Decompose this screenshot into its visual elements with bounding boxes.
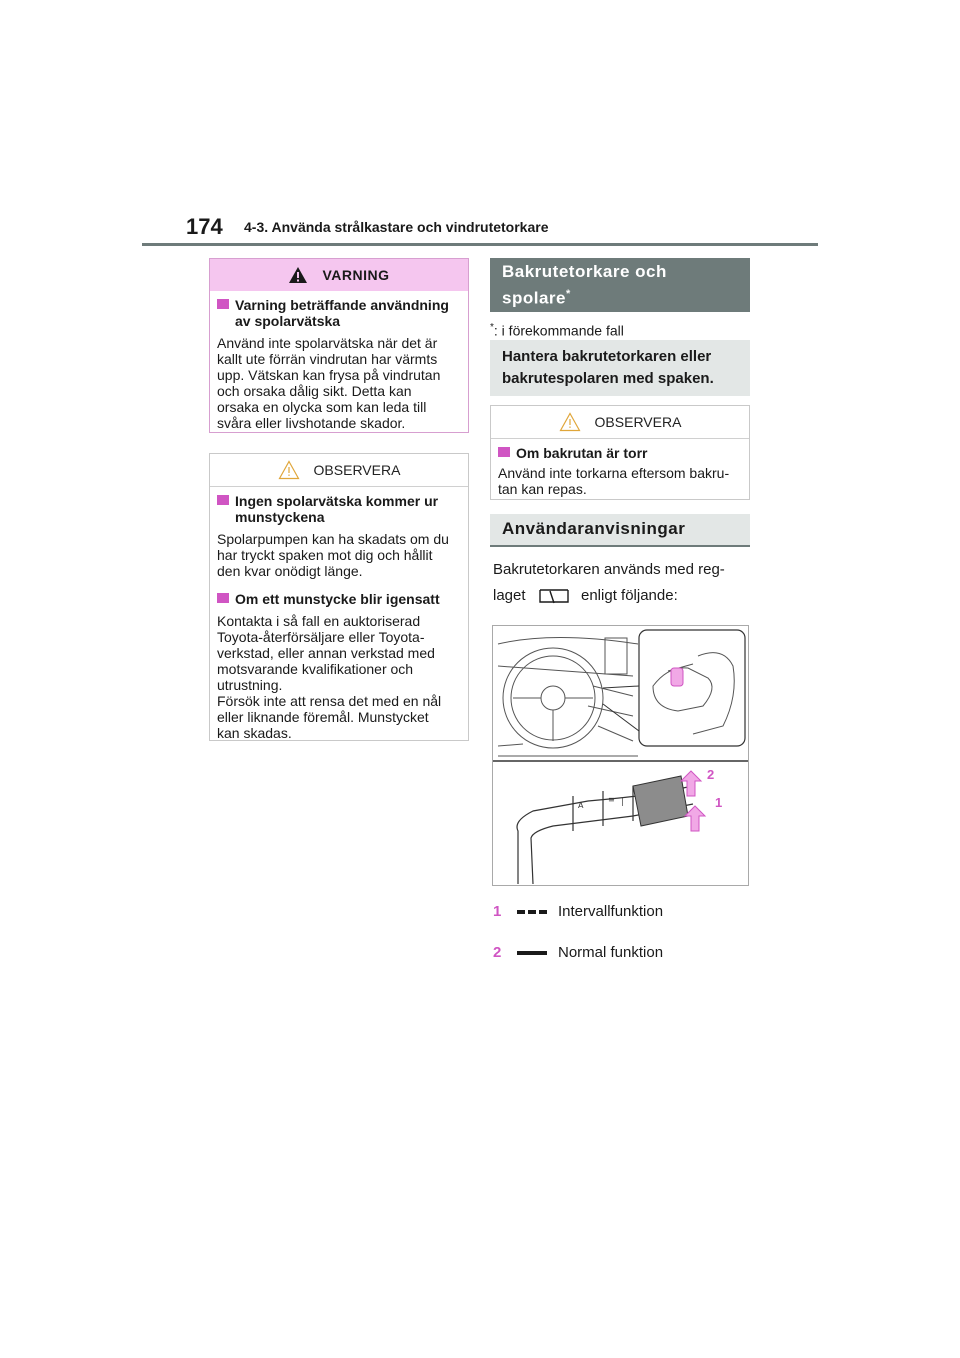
svg-text:≡: ≡ xyxy=(608,795,615,804)
usage-text: laget xyxy=(493,587,526,604)
bullet-square-icon xyxy=(217,299,229,309)
continuous-bar-icon xyxy=(517,951,550,955)
warning-label: VARNING xyxy=(322,267,390,283)
section-heading: Bakrutetorkare och spolare* xyxy=(490,258,750,312)
list-item: 1 Intervallfunktion xyxy=(493,903,664,920)
caution-triangle-icon xyxy=(559,412,581,432)
interval-dashes-icon xyxy=(517,910,550,914)
warning-triangle-icon xyxy=(288,266,308,284)
notice-item-title: Om ett munstycke blir igensatt xyxy=(217,591,460,607)
bullet-square-icon xyxy=(217,593,229,603)
notice-item-title: Ingen spolarvätska kommer ur munstyckena xyxy=(217,493,460,525)
list-item: 2 Normal funktion xyxy=(493,944,664,961)
page-number: 174 xyxy=(186,214,223,239)
usage-heading: Användaranvisningar xyxy=(490,514,750,547)
notice-label: OBSERVERA xyxy=(313,462,401,478)
dashboard-lever-drawing xyxy=(493,626,748,885)
warning-box xyxy=(209,258,469,433)
notice-box-1 xyxy=(209,453,469,741)
notice-box-header xyxy=(491,406,749,439)
caution-triangle-icon xyxy=(278,460,300,480)
notice-label: OBSERVERA xyxy=(594,414,682,430)
instruction-heading: Hantera bakrutetorkaren eller bakrutespolaren med spaken. xyxy=(490,340,750,396)
wiper-lever-illustration xyxy=(492,625,749,886)
bullet-square-icon xyxy=(217,495,229,505)
notice-item-text: Spolarpumpen kan ha skadats om du har tryckt spaken mot dig och hållit den kvar onödigt länge. xyxy=(217,531,449,579)
notice-item-text: Använd inte torkarna eftersom bakru- tan kan repas. xyxy=(498,465,730,497)
svg-text:|: | xyxy=(621,797,624,806)
notice-item-title: Om bakrutan är torr xyxy=(498,445,741,461)
svg-text:A: A xyxy=(578,801,584,810)
warning-item-text: Använd inte spolarvätska när det är kallt ute förrän vindrutan har värmts upp. Vätskan kan frysa på vindrutan och orsaka dålig sikt. Detta kan orsaka en olycka som kan leda till svåra eller livshotande skador. xyxy=(217,335,441,431)
notice-item-text: Kontakta i så fall en auktoriserad Toyota-återförsäljare eller Toyota- verkstad, eller annan verkstad med motsvarande kvalifikationer och utrustning. Försök inte att rensa det med en nål eller liknande föremål. Munstycket kan skadas. xyxy=(217,613,442,741)
usage-text: enligt följande: xyxy=(581,587,678,604)
notice-box-2 xyxy=(490,405,750,500)
warning-item-title: Varning beträffande användning av spolarvätska xyxy=(217,297,460,329)
bullet-square-icon xyxy=(498,447,510,457)
illustration-label-1: 1 xyxy=(715,795,723,810)
warning-box-header xyxy=(210,259,468,291)
header-rule xyxy=(142,243,818,246)
notice-box-header xyxy=(210,454,468,487)
chapter-title: 4-3. Använda strålkastare och vindrutetorkare xyxy=(244,219,549,235)
rear-wiper-icon xyxy=(538,586,570,606)
usage-text: Bakrutetorkaren används med reg- xyxy=(493,561,725,578)
illustration-label-2: 2 xyxy=(707,767,715,782)
footnote: *: i förekommande fall xyxy=(490,322,624,339)
asterisk: * xyxy=(565,288,571,300)
